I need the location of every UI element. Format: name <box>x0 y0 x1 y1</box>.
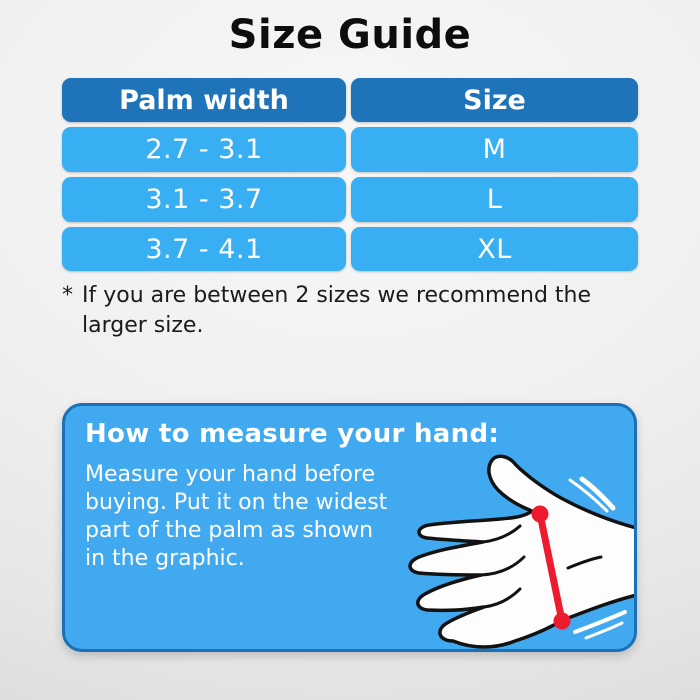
table-cell-palm-width-m: 2.7 - 3.1 <box>62 127 346 172</box>
table-cell-palm-width-xl: 3.7 - 4.1 <box>62 227 346 271</box>
measure-box-heading: How to measure your hand: <box>85 419 500 449</box>
measure-body-line: part of the palm as shown <box>85 518 374 543</box>
measure-body-line: in the graphic. <box>85 546 245 571</box>
table-cell-size-l: L <box>351 177 638 222</box>
measure-instructions-box <box>62 403 637 652</box>
page-title: Size Guide <box>228 12 472 58</box>
hand-measure-illustration-icon <box>389 443 634 652</box>
table-cell-size-xl: XL <box>351 227 638 271</box>
note-line: If you are between 2 sizes we recommend the <box>82 283 592 308</box>
hand-outline <box>410 456 634 647</box>
note-asterisk: * <box>62 283 73 308</box>
note-text <box>82 281 591 341</box>
table-cell-size-m: M <box>351 127 638 172</box>
size-table <box>62 78 638 271</box>
measure-box-body <box>85 461 430 573</box>
note-line: larger size. <box>82 313 204 338</box>
table-cell-palm-width-l: 3.1 - 3.7 <box>62 177 346 222</box>
table-header-size: Size <box>351 78 638 122</box>
measure-body-line: buying. Put it on the widest <box>85 490 388 515</box>
measure-body-line: Measure your hand before <box>85 462 376 487</box>
between-sizes-note <box>62 281 652 341</box>
table-header-palm-width: Palm width <box>62 78 346 122</box>
